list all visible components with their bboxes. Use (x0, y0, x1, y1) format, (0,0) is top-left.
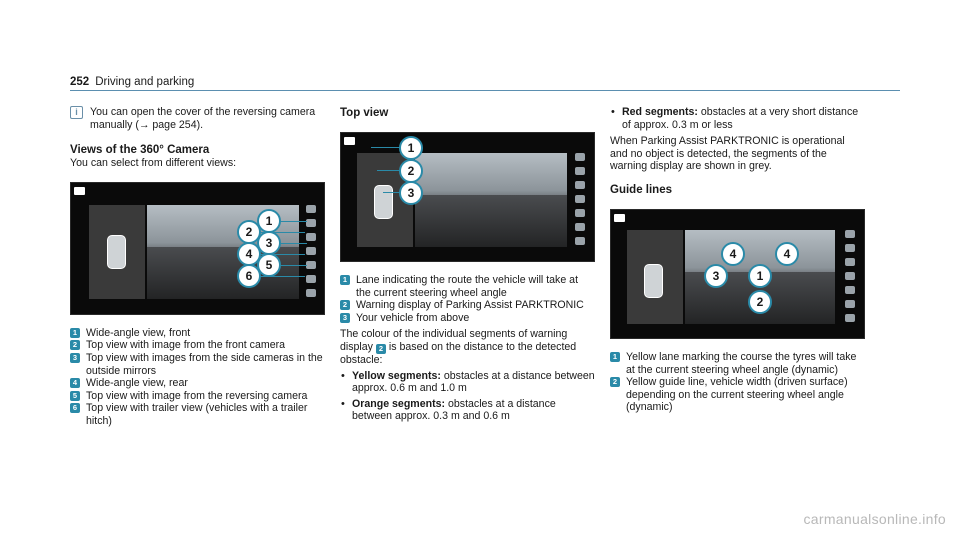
list-item: • Yellow segments: obstacles at a distance between approx. 0.6 m and 1.0 m (340, 370, 595, 395)
side-icon-bar (838, 210, 864, 338)
list-item: 2 Yellow guide line, vehicle width (driven surface) depending on the current steering wheel angle (dynamic) (610, 376, 864, 414)
section-title: Driving and parking (95, 76, 195, 88)
callout-badge: 2 (237, 220, 261, 244)
views-intro: You can select from different views: (70, 157, 237, 170)
guide-lines-screenshot (610, 209, 865, 339)
list-item: • Red segments: obstacles at a very short distance of approx. 0.3 m or less (610, 106, 864, 131)
top-view-screenshot (340, 132, 595, 262)
list-item: 6 Top view with trailer view (vehicles with a trailer hitch) (70, 402, 323, 427)
callout-badge: 3 (257, 231, 281, 255)
segments-paragraph: The colour of the individual segments of warning display 2 is based on the distance to the detected obstacle: (340, 328, 577, 366)
red-segments-list (610, 106, 864, 131)
page-header (70, 76, 900, 91)
callout-badge: 4 (775, 242, 799, 266)
info-icon: i (70, 106, 83, 119)
vehicle-icon (374, 185, 393, 219)
parking-icon (344, 137, 355, 145)
grey-paragraph: When Parking Assist PARKTRONIC is operational and no object is detected, the segments of the warning display are shown in grey. (610, 135, 845, 173)
watermark: carmanualsonline.info (803, 511, 946, 527)
page-number: 252 (70, 76, 90, 88)
list-item: • Orange segments: obstacles at a distance between approx. 0.3 m and 0.6 m (340, 398, 595, 423)
list-item: 3 Top view with images from the side cameras in the outside mirrors (70, 352, 323, 377)
parking-icon (74, 187, 85, 195)
note (70, 106, 323, 131)
guide-lines-heading: Guide lines (610, 183, 672, 196)
list-item: 1 Lane indicating the route the vehicle will take at the current steering wheel angle (340, 274, 595, 299)
list-item: 2 Top view with image from the front camera (70, 339, 323, 352)
list-item: 1 Wide-angle view, front (70, 327, 323, 340)
callout-badge: 4 (721, 242, 745, 266)
callout-badge: 1 (748, 264, 772, 288)
column-views (70, 106, 323, 428)
views-list (70, 327, 323, 428)
callout-badge: 3 (704, 264, 728, 288)
column-guide-lines (610, 106, 864, 414)
callout-badge: 3 (399, 181, 423, 205)
callout-badge: 6 (237, 264, 261, 288)
top-view-heading: Top view (340, 107, 389, 119)
callout-badge: 1 (399, 136, 423, 160)
side-icon-bar (568, 133, 594, 261)
list-item: 4 Wide-angle view, rear (70, 377, 323, 390)
callout-badge: 2 (748, 290, 772, 314)
column-top-view (340, 106, 595, 423)
list-item: 3 Your vehicle from above (340, 312, 595, 325)
segments-list (340, 370, 595, 423)
guide-lines-list (610, 351, 864, 414)
callout-badge: 1 (257, 209, 281, 233)
callout-badge: 2 (399, 159, 423, 183)
camera-panel (415, 153, 567, 247)
callout-badge: 5 (257, 253, 281, 277)
callout-badge: 4 (237, 242, 261, 266)
list-item: 5 Top view with image from the reversing camera (70, 390, 323, 403)
parking-icon (614, 214, 625, 222)
list-item: 1 Yellow lane marking the course the tyres will take at the current steering wheel angle (dynamic) (610, 351, 864, 376)
side-icon-bar (299, 183, 325, 314)
note-text: You can open the cover of the reversing camera manually (→ page 254). (90, 106, 316, 131)
views-heading: Views of the 360° Camera (70, 144, 210, 157)
top-view-list (340, 274, 595, 324)
reference-badge: 2 (376, 344, 386, 354)
list-item: 2 Warning display of Parking Assist PARKTRONIC (340, 299, 595, 312)
camera-views-screenshot (70, 182, 325, 315)
vehicle-icon (644, 264, 663, 298)
vehicle-icon (107, 235, 126, 269)
